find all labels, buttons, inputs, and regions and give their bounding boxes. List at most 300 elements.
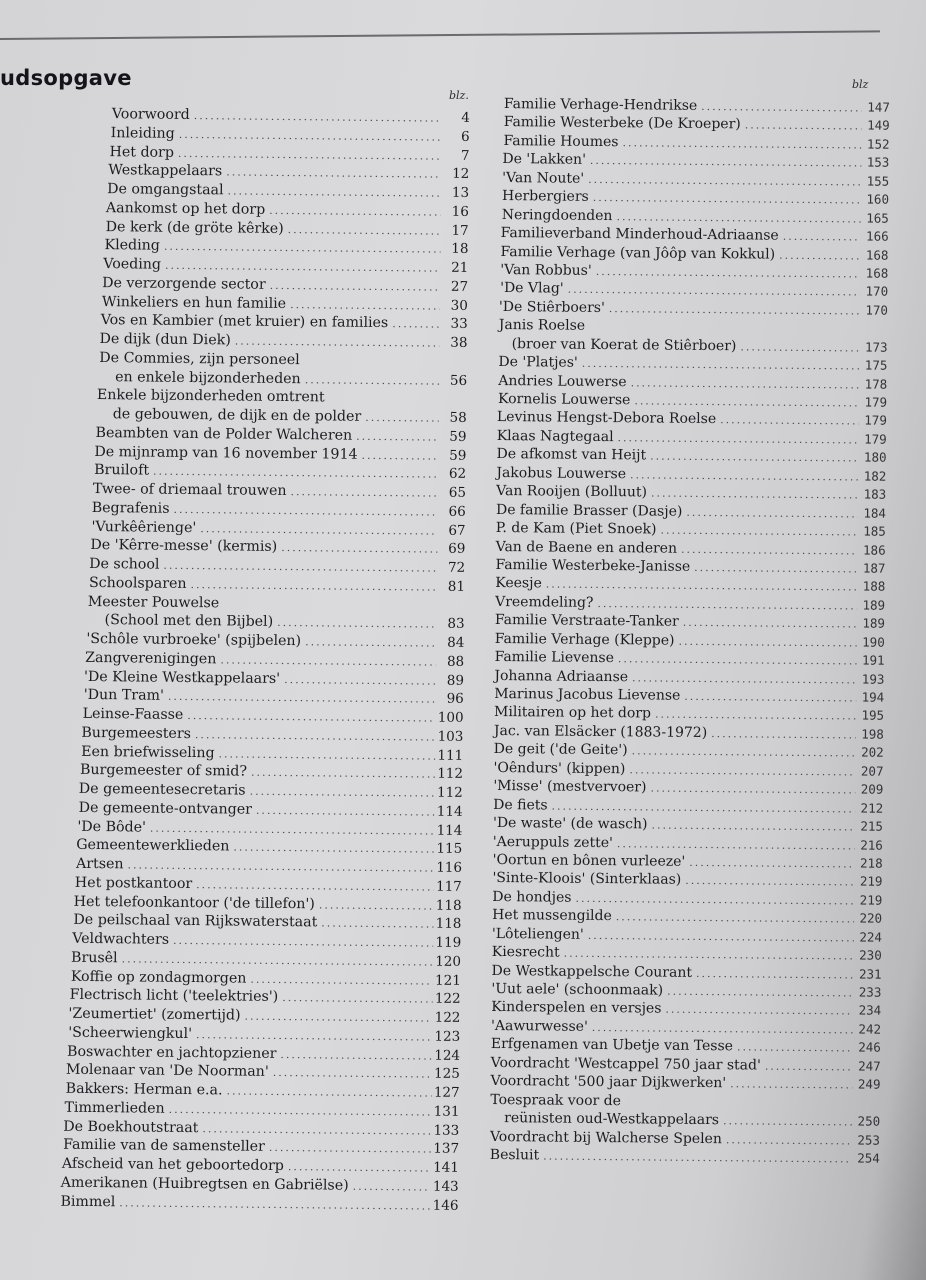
toc-entry-page: 120 [435,953,462,970]
toc-entry-page: 13 [451,184,470,201]
toc-entry-title: Koffie op zondagmorgen [70,968,247,987]
toc-entry-page: 186 [863,542,886,558]
toc-entry-title: Beambten van de Polder Walcheren [95,424,353,444]
leader-dots [357,446,438,466]
toc-entry-title: De mijnramp van 16 november 1914 [94,443,358,463]
toc-entry-title: P. de Kam (Piet Snoek) [495,520,657,538]
toc-entry [490,1146,880,1168]
toc-entry-page: 125 [434,1065,460,1083]
leader-dots [647,817,855,837]
leader-dots [269,1064,432,1084]
leader-dots [719,1112,852,1132]
toc-entry-page: 149 [867,117,890,134]
toc-entry-title: Besluit [489,1146,540,1164]
leader-dots [280,670,436,690]
toc-entry-page: 38 [450,334,468,351]
toc-entry-page: 121 [434,972,461,989]
toc-entry-page: 118 [435,915,462,933]
toc-entry-title: De peilschaal van Rijkswaterstaat [73,912,318,931]
toc-entry-title: De afkomst van Heijt [496,446,647,464]
toc-entry-title: Jakobus Louwerse [496,464,627,482]
toc-entry-title: De Boekhoutstraat [63,1118,199,1136]
toc-entry-title: Familie Lievense [494,649,614,667]
toc-entry-page: 254 [857,1150,880,1166]
leader-dots [214,745,435,766]
toc-entry-title: Schoolsparen [88,574,187,592]
toc-entry-page: 168 [865,265,889,281]
toc-entry-page: 117 [435,878,462,895]
toc-entry-page: 202 [861,744,884,761]
toc-entry-title: Johanna Adriaanse [494,667,629,685]
toc-entry-title: 'De Bôde' [77,818,147,836]
toc-entry-page: 179 [864,412,887,429]
toc-entry-title: Vos en Kambier (met kruier) en families [100,312,389,332]
toc-entry-page: 190 [862,634,885,650]
toc-entry-page: 33 [450,315,468,333]
toc-entry-page: 58 [449,409,467,426]
toc-entry-title: De Commies, zijn personeel [99,349,300,368]
leader-dots [656,522,857,542]
toc-entry [490,1127,880,1149]
leader-dots [741,117,862,137]
toc-entry-page: 146 [432,1197,459,1214]
toc-entry-title: Familie Westerbeke (De Kroeper) [503,114,741,133]
toc-entry-page: 133 [433,1122,460,1139]
toc-entry-page: 88 [446,653,465,670]
toc-entry-title: Klaas Nagtegaal [496,427,614,445]
toc-entry-title: Afscheid van het geboortedorp [61,1155,284,1175]
leader-dots [388,315,440,334]
leader-dots [726,1075,853,1095]
toc-entry-page: 69 [448,540,466,558]
leader-dots [186,576,437,597]
toc-entry-page: 83 [447,615,465,633]
toc-entry-title: Familie Houmes [503,132,619,151]
toc-entry-page: 119 [435,934,462,951]
toc-entry-page: 250 [857,1113,881,1129]
page-column-label-left: blz. [449,89,469,102]
leader-dots [317,915,433,935]
toc-entry-title: Leinse-Faasse [82,705,184,723]
toc-entry-page: 123 [434,1028,461,1045]
toc-entry-title: Janis Roelse [498,317,586,335]
toc-entry-page: 137 [433,1140,460,1158]
toc-entry-page: 116 [436,859,463,876]
leader-dots [736,338,859,358]
toc-entry-page: 59 [449,428,467,445]
toc-entry-page: 127 [433,1084,460,1101]
toc-entry-page: 153 [866,154,890,171]
toc-entry-page: 188 [862,578,886,595]
toc-entry-title: Familie Verhage-Hendrikse [503,96,698,114]
leader-dots [229,839,434,860]
toc-entry-title: Familie van de samensteller [63,1136,265,1156]
toc-entry-page: 242 [858,1021,882,1037]
toc-entry-title: Inleiding [110,124,175,142]
toc-entry-title: en enkele bijzonderheden [115,368,301,387]
leader-dots [646,448,859,468]
leader-dots [613,429,858,450]
toc-entry-title: Aankomst op het dorp [105,199,266,218]
toc-entry-title: Meester Pouwelse [87,593,220,611]
toc-entry-title: De familie Brasser (Dasje) [495,501,683,520]
toc-entry-page: 114 [436,803,463,820]
toc-entry-title: Het telefoonkantoor ('de tillefon') [73,893,315,912]
leader-dots [539,1147,852,1168]
leader-dots [301,633,436,653]
toc-entry [495,556,885,578]
toc-entry-page: 193 [861,671,885,687]
toc-entry-title: Jac. van Elsäcker (1883-1972) [493,722,708,741]
toc-entry-page: 212 [860,800,884,816]
leader-dots [246,783,435,804]
toc-entry-page: 118 [435,897,462,914]
toc-entry-page: 178 [864,376,888,392]
leader-dots [707,725,856,745]
toc-entry-page: 234 [858,1002,882,1019]
toc-entry-page: 224 [859,929,883,945]
toc-entry-page: 233 [858,984,882,1000]
toc-entry-page: 6 [461,128,470,145]
toc-entry-title: 'De Vlag' [500,280,564,297]
toc-entry-page: 155 [866,173,890,189]
toc-entry-title: Herbergiers [501,188,589,206]
toc-entry-page: 143 [432,1178,459,1195]
leader-dots [628,743,856,764]
toc-entry-title: De 'Kêrre-messe' (kermis) [90,537,278,556]
toc-entry-page: 96 [446,690,464,708]
toc-entry-title: Bruiloft [94,462,150,479]
toc-entry-title: 'Misse' (mestvervoer) [493,778,647,796]
toc-entry-page: 21 [451,259,469,276]
toc-entry-page: 170 [865,302,889,318]
toc-entry [493,777,883,799]
toc-entry-title: 'De Stiêrboers' [498,298,605,316]
toc-entry-page: 215 [860,818,884,834]
toc-entry-page: 180 [863,449,887,466]
toc-entry-title: Marinus Jacobus Lievense [494,685,681,704]
toc-entry-page: 187 [862,560,886,576]
toc-entry-page: 81 [447,578,466,595]
toc-entry-page: 219 [859,873,883,890]
toc-entry-page: 209 [860,781,884,797]
toc-entry-page: 115 [436,840,463,858]
toc-entry-title: Flectrisch licht ('teelektries') [69,987,279,1006]
toc-entry-title: Twee- of driemaal trouwen [92,480,287,500]
toc-entry-title: Toespraak voor de [490,1091,622,1109]
toc-entry-page: 207 [860,763,884,779]
toc-entry-title: Voeding [103,256,162,273]
toc-entry-page: 59 [449,447,467,464]
toc-entry-title: 'Lôteliengen' [491,925,584,943]
toc-entry-title: Andries Louwerse [498,372,627,390]
toc-entry-page: 165 [866,210,889,226]
toc-entry-title: Westkappelaars [108,162,223,180]
leader-dots [284,220,441,240]
toc-entry-page: 65 [448,484,467,501]
toc-entry-title: Een briefwisseling [81,743,215,761]
toc-entry-title: 'Dun Tram' [83,687,165,704]
toc-entry-title: Boswachter en jachtopziener [67,1043,277,1062]
toc-entry-title: 'Van Robbus' [500,261,592,279]
toc-entry-title: 'Van Noute' [502,169,585,187]
toc-entry-page: 195 [861,707,885,724]
leader-dots [222,1082,431,1103]
toc-entry-page: 168 [865,247,889,263]
toc-entry-page: 184 [863,505,887,521]
leader-dots [265,202,441,223]
toc-entry-title: 'Uut aele' (schoonmaak) [491,980,664,999]
toc-entry-title: Winkeliers en hun familie [101,293,287,312]
toc-entry-page: 67 [448,522,466,539]
toc-entry-page: 124 [434,1047,461,1064]
leader-dots [191,726,436,747]
toc-entry-page: 219 [859,892,883,908]
leader-dots [115,1194,430,1216]
toc-entry-title: Kinderspelen en versjes [491,999,662,1018]
leader-dots [661,1001,853,1021]
toc-entry-title: Zangverenigingen [85,649,217,668]
toc-entry-page: 16 [451,203,469,220]
leader-dots [775,246,861,265]
leader-dots [266,277,441,298]
toc-entry-title: Voordracht bij Walcherse Spelen [489,1128,722,1147]
toc-entry-page: 175 [864,357,888,373]
toc-entry-page: 112 [437,765,464,783]
leader-dots [252,801,435,822]
toc-entry-page: 17 [451,222,469,239]
toc-entry-page: 179 [864,394,888,410]
toc-entry-page: 62 [448,465,467,483]
toc-entry-title: De kerk (de gröte kêrke) [105,218,284,237]
leader-dots [247,764,435,785]
toc-entry-title: Veldwachters [72,930,170,948]
toc-entry-page: 27 [450,278,469,295]
toc-entry-page: 100 [437,709,464,726]
toc-entry-page: 72 [447,559,466,576]
toc-entry-page: 84 [447,634,465,651]
leader-dots [277,539,437,559]
toc-entry-title: Timmerlieden [64,1099,165,1117]
toc-entry-title: Enkele bijzonderheden omtrent [96,387,325,406]
toc-entry-title: Familie Verhage (van Jôôp van Kokkul) [500,243,776,263]
toc-entry-title: De Westkappelsche Courant [491,962,693,981]
toc-entry-page: 185 [863,523,886,539]
leader-dots [240,1008,432,1029]
leader-dots [627,374,860,395]
leader-dots [361,409,439,429]
toc-entry-title: De fiets [493,796,548,814]
toc-entry-title: Het dorp [109,143,175,161]
leader-dots [677,540,858,560]
top-rule [0,30,880,40]
leader-dots [685,854,855,874]
toc-entry-title: Bimmel [60,1193,116,1210]
toc-entry-page: 179 [864,431,887,447]
toc-entry-page: 230 [859,947,882,963]
toc-entry-page: 191 [861,652,885,668]
toc-entry-page: 103 [437,728,464,745]
page-title: udsopgave [0,66,132,90]
leader-dots [681,872,854,892]
leader-dots [612,908,854,929]
toc-entry-page: 7 [460,147,470,164]
toc-entry-page: 194 [861,689,885,705]
toc-entry-title: Kleding [104,237,160,254]
toc-entry-title: Voordracht 'Westcappel 750 jaar stad' [490,1054,761,1074]
leader-dots [682,503,858,523]
toc-entry-page: 112 [436,784,463,801]
toc-entry-title: Familie Verstraate-Tanker [494,612,679,630]
toc-entry-title: De omgangstaal [107,181,224,199]
toc-entry-title: 'Aawurwesse' [490,1017,588,1035]
toc-entry-page: 12 [452,165,470,183]
toc-entry-title: Familieverband Minderhoud-Adriaanse [500,225,779,244]
toc-entry-title: (broer van Koerat de Stiêrboer) [511,335,737,354]
toc-entry-page: 147 [867,99,890,115]
toc-entry-title: Burgemeesters [81,724,192,742]
toc-entry-page: 114 [436,822,463,839]
toc-entry-page: 249 [857,1076,881,1092]
toc-entry-title: Het mussengilde [492,907,612,925]
leader-dots [716,412,859,432]
leader-dots [614,650,857,671]
toc-entry-page: 141 [433,1159,459,1176]
toc-left-column [0,104,470,1215]
toc-entry-page: 189 [862,615,886,631]
toc-entry-title: De dijk (dun Diek) [99,331,231,349]
toc-entry-title: Bakkers: Herman e.a. [65,1080,223,1099]
leader-dots [349,1177,431,1197]
toc-entry-title: Kornelis Louwerse [498,390,631,409]
leader-dots [278,989,433,1009]
toc-entry-title: Neringdoenden [501,206,613,224]
toc-entry-title: 'De Kleine Westkappelaars' [83,668,281,687]
leader-dots [779,228,861,247]
toc-entry-page: 18 [451,240,469,258]
toc-entry-title: Gemeentewerklieden [76,837,230,855]
toc-entry-title: (School met den Bijbel) [104,612,274,631]
toc-entry-page: 253 [857,1131,881,1148]
leader-dots [276,1045,432,1065]
leader-dots [286,483,438,503]
toc-entry-title: Voorwoord [111,106,190,123]
toc-entry-title: 'Sinte-Kloois' (Sinterklaas) [492,870,682,889]
leader-dots [605,300,860,321]
toc-entry-page: 152 [866,136,890,152]
toc-entry-title: Burgemeester of smid? [79,762,248,780]
leader-dots [663,983,853,1003]
toc-entry-title: Artsen [75,855,124,873]
leader-dots [646,780,855,800]
toc-entry-title: Begrafenis [91,499,170,517]
toc-entry-title: reünisten oud-Westkappelaars [504,1110,720,1129]
toc-entry-title: De gemeentesecretaris [78,780,246,799]
leader-dots [222,164,441,185]
leader-dots [680,688,856,708]
toc-entry-title: Keesje [495,575,542,592]
toc-entry-title: Kiesrecht [491,944,560,961]
leader-dots [674,632,856,652]
toc-entry-page: 4 [461,109,470,126]
toc-entry-page: 189 [862,597,886,613]
toc-entry-page: 218 [859,855,883,871]
toc-entry-title: Amerikanen (Huibregtsen en Gabriëlse) [60,1174,349,1194]
leader-dots [692,964,854,984]
toc-entry-title: De school [89,555,160,573]
toc-entry-page: 160 [866,191,890,207]
toc-entry-title: Militairen op het dorp [493,704,652,722]
toc-entry-page: 122 [434,990,461,1008]
leader-dots [265,1139,431,1159]
leader-dots [722,1131,852,1151]
toc-entry-page: 111 [437,747,464,764]
toc-entry-title: 'De waste' (de wasch) [492,815,648,833]
toc-entry-title: Familie Verhage (Kleppe) [494,630,675,649]
toc-entry-title: Molenaar van 'De Noorman' [65,1061,269,1081]
toc-entry-page: 166 [866,228,889,244]
toc-entry-title: De 'Lakken' [502,151,587,169]
leader-dots [679,614,857,634]
toc-entry-page: 56 [449,372,468,389]
toc-entry-page: 216 [860,836,883,853]
toc-entry-title: De geit ('de Geite') [493,741,628,759]
leader-dots [315,896,434,916]
leader-dots [626,466,858,487]
toc-entry-page: 183 [863,486,887,502]
leader-dots [352,427,439,447]
toc-entry-title: Familie Westerbeke-Janisse [495,556,691,575]
toc-entry-title: 'Zeumertiet' (zomertijd) [68,1005,241,1024]
toc-entry-page: 89 [446,672,465,689]
toc-entry-page: 182 [863,468,887,484]
toc-entry-title: 'Scheerwiengkul' [68,1024,193,1042]
leader-dots [690,559,857,579]
toc-entry-page: 220 [859,910,883,926]
toc-entry-page: 173 [864,339,888,355]
toc-entry-title: 'Oêndurs' (kippen) [493,759,626,777]
toc-entry-title: Van Rooijen (Bolluut) [496,483,648,501]
toc-entry-title: Levinus Hengst-Debora Roelse [496,409,717,428]
toc-entry-page: 122 [434,1009,461,1026]
toc-entry-title: 'Oortun en bônen vurleeze' [492,851,686,870]
leader-dots [618,134,861,155]
toc-entry-title: Voordracht '500 jaar Dijkwerken' [490,1073,727,1092]
toc-entry-page: 198 [861,726,884,742]
toc-entry-page: 30 [450,297,469,314]
toc-entry-title: Het postkantoor [74,874,193,892]
toc-entry-title: De verzorgende sector [102,274,266,293]
toc-entry-title: Van de Baene en anderen [495,538,678,557]
page-column-label-right: blz [852,78,869,91]
toc-entry-title: Brusêl [70,949,118,967]
toc-entry-title: De 'Platjes' [498,354,578,371]
toc-entry-title: Erfgenamen van Ubetje van Tesse [490,1036,734,1055]
toc-entry-page: 170 [865,283,889,300]
toc-entry-title: de gebouwen, de dijk en de polder [112,406,362,425]
toc-entry-page: 231 [858,966,882,982]
toc-entry-title: Vreemdeling? [495,593,594,611]
toc-entry-page: 131 [433,1103,460,1120]
toc-entry-title: 'Vurkêêrienge' [91,518,197,536]
toc-right-column [490,95,890,1168]
leader-dots [625,761,855,782]
toc-entry-page: 247 [858,1058,881,1074]
toc-entry-title: De hondjes [492,888,572,906]
toc-entry-title: 'Schôle vurbroeke' (spijbelen) [86,630,302,650]
toc-entry-title: De gemeente-ontvanger [78,799,253,818]
toc-entry-title: 'Aeruppuls zette' [492,833,613,851]
